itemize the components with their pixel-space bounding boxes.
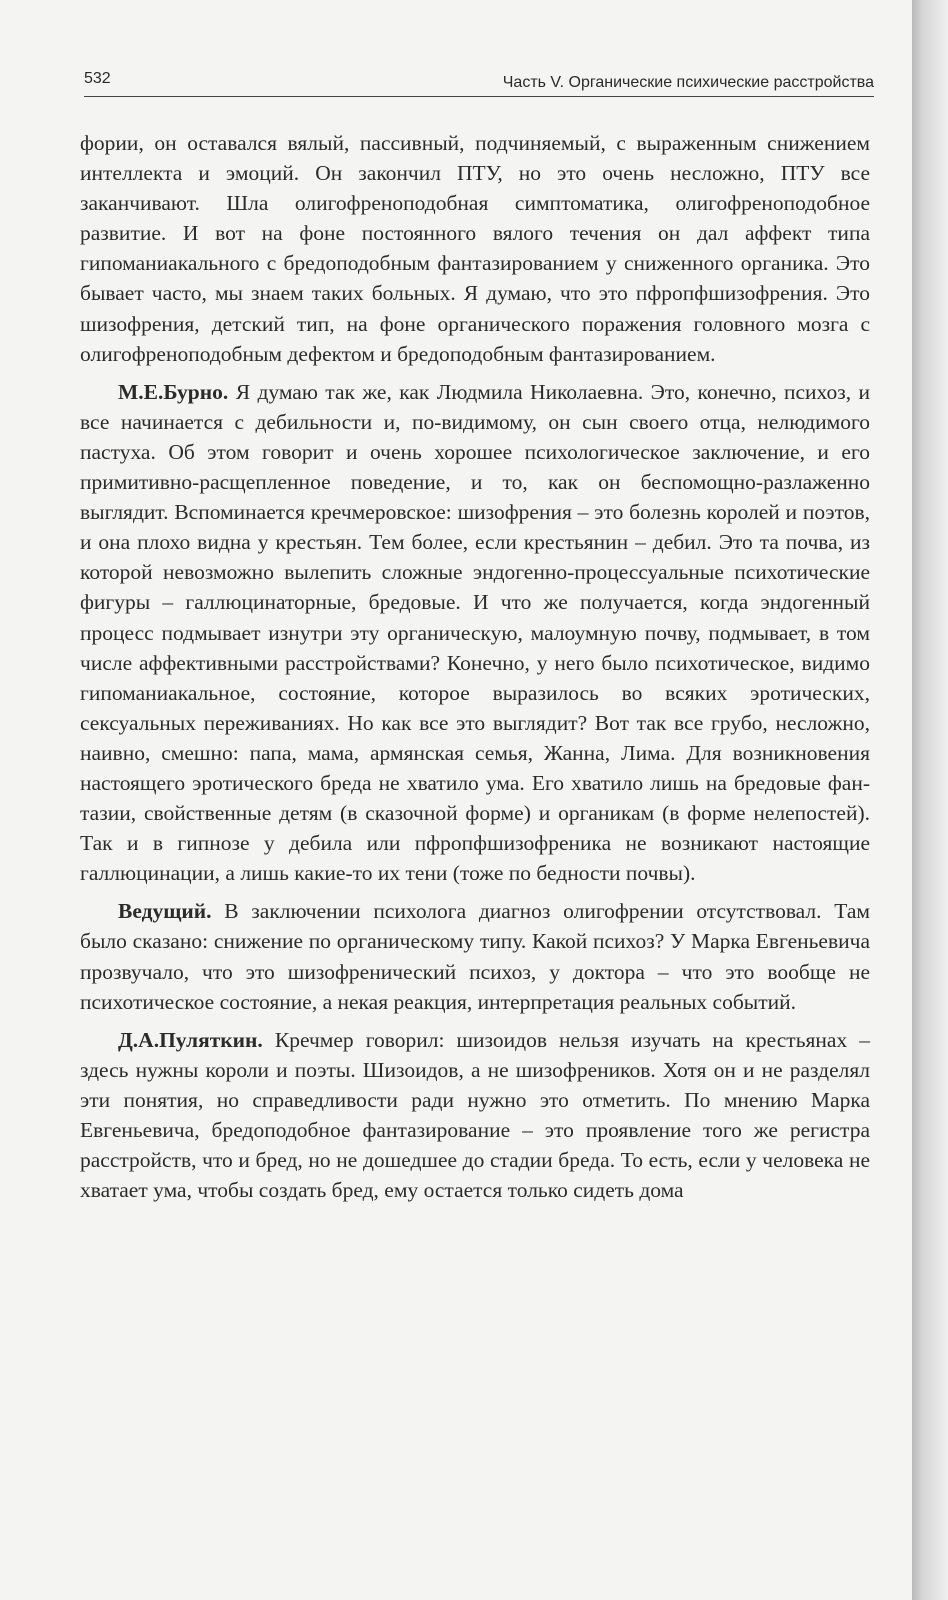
body-text: [80, 128, 870, 1205]
paragraph-text: В заключении психолога диагноз олигофрении отсутствовал. Там было сказано: снижение по органическому типу. Какой психоз? У Марка Евгеньевича прозвучало, что это шизофренический психоз, у доктора – что это вообще не психотическое состояние, а некая реакция, интерпретация реальных событий.: [80, 899, 870, 1014]
section-title: Часть V. Органические психические расстройства: [502, 74, 874, 91]
paragraph-host: [80, 896, 870, 1016]
speaker-name: Д.А.Пуляткин.: [118, 1027, 263, 1052]
paragraph-text: Кречмер говорил: шизоидов нельзя изучать на крестьянах – здесь нужны короли и поэты. Шизоидов, а не шизофреников. Хотя он и не разделял эти понятия, но справедливости ради нужно это отметить. По мнению Марка Евгеньевича, бредоподобное фантазирование – это проявление того же регистра расстройств, что и бред, но не дошедшее до стадии бреда. То есть, если у человека не хватает ума, чтобы создать бред, ему остается только сидеть дома: [80, 1027, 870, 1203]
paragraph-continuation: [80, 128, 870, 369]
paragraph-text: фории, он оставался вялый, пассивный, подчиняемый, с выраженным снижением интеллекта и эмоций. Он закончил ПТУ, но это очень несложно, ПТУ все заканчивают. Шла олигофреноподобная симптоматика, олигофреноподобное развитие. И вот на фоне постоянного вялого течения он дал аффект типа гипоманиакального с бредоподобным фантазированием у сниженного органика. Это бывает часто, мы знаем таких больных. Я думаю, что это пфропфшизофрения. Это шизофрения, детский тип, на фоне органического поражения головного мозга с олигофреноподобным дефектом и бредоподобным фантазированием.: [80, 131, 870, 366]
running-header: [84, 66, 874, 97]
paragraph-burno: [80, 377, 870, 889]
paragraph-pulyatkin: [80, 1025, 870, 1206]
speaker-name: Ведущий.: [118, 899, 212, 924]
speaker-name: М.Е.Бурно.: [118, 379, 229, 404]
page-edge-shadow: [912, 0, 948, 1600]
page-number: 532: [84, 70, 111, 87]
paragraph-text: Я думаю так же, как Людмила Николаевна. Это, конечно, психоз, и все начинается с дебильности и, по-видимому, он сын своего отца, нелюдимого пастуха. Об этом говорит и очень хорошее психологическое заключение, и его примитивно-расщепленное поведение, и то, как он беспомощно-разлаженно выглядит. Вспоминается кречмеровское: шизофрения – это болезнь королей и поэтов, и она плохо видна у крестьян. Тем более, если крестьянин – дебил. Это та почва, из которой невозможно вылепить сложные эндогенно-процессуальные психотические фигуры – галлюцинаторные, бредовые. И что же получается, когда эндогенный процесс подмывает изнутри эту органическую, малоумную почву, подмывает, в том числе аффективными расстройствами? Конечно, у него было психотическое, видимо гипоманиакальное, состояние, которое выразилось во всяких эротических, сексуальных переживаниях. Но как все это выглядит? Вот так все грубо, несложно, наивно, смешно: папа, мама, армянская семья, Жанна, Лима. Для возникновения настоящего эротического бреда не хватило ума. Его хватило лишь на бредовые фантазии, свойственные детям (в сказочной форме) и органикам (в форме нелепостей). Так и в гипнозе у дебила или пфропфшизофреника не возникают настоящие галлюцинации, а лишь какие-то их тени (тоже по бедности почвы).: [80, 379, 870, 886]
